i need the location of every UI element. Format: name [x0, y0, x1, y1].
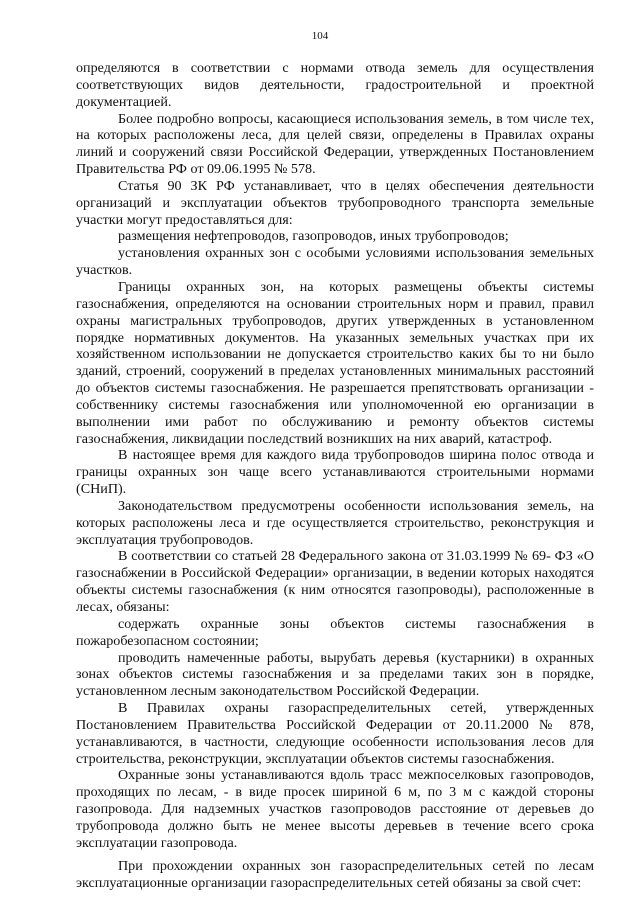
paragraph-9: В соответствии со статьей 28 Федерального закона от 31.03.1999 № 69- ФЗ «О газоснабжении в Российской Федерации» организации, в ведении которых находятся объекты системы газоснабжения (к ним относятся газопроводы), расположенные в лесах, обязаны:	[76, 548, 594, 615]
paragraph-13: Охранные зоны устанавливаются вдоль трасс межпоселковых газопроводов, проходящих по лесам, - в виде просек шириной 6 м, по 3 м с каждой стороны газопровода. Для надземных участков газопроводов расстояние от деревьев до трубопровода должно быть не менее высоты деревьев в течение всего срока эксплуатации газопровода.	[76, 767, 594, 851]
paragraph-5: установления охранных зон с особыми условиями использования земельных участков.	[76, 245, 594, 279]
paragraph-6: Границы охранных зон, на которых размещены объекты системы газоснабжения, определяются на основании строительных норм и правил, правил охраны магистральных трубопроводов, других утвержденных в установленном порядке нормативных документов. На указанных земельных участках при их хозяйственном использовании не допускается строительство каких бы то ни было зданий, строений, сооружений в пределах установленных минимальных расстояний до объектов системы газоснабжения. Не разрешается препятствовать организации - собственнику системы газоснабжения или уполномоченной ею организации в выполнении ими работ по обслуживанию и ремонту объектов системы газоснабжения, ликвидации последствий возникших на них аварий, катастроф.	[76, 278, 594, 447]
document-body	[76, 60, 594, 891]
paragraph-8: Законодательством предусмотрены особенности использования земель, на которых расположены леса и где осуществляется строительство, реконструкция и эксплуатация трубопроводов.	[76, 497, 594, 548]
paragraph-2: Более подробно вопросы, касающиеся использования земель, в том числе тех, на которых расположены леса, для целей связи, определены в Правилах охраны линий и сооружений связи Российской Федерации, утвержденных Постановлением Правительства РФ от 09.06.1995 № 578.	[76, 110, 594, 178]
paragraph-7: В настоящее время для каждого вида трубопроводов ширина полос отвода и границы охранных зон чаще всего устанавливаются строительными нормами (СНиП).	[76, 447, 594, 498]
paragraph-11: проводить намеченные работы, вырубать деревья (кустарники) в охранных зонах объектов системы газоснабжения и за пределами таких зон в порядке, установленном лесным законодательством Российской Федерации.	[76, 649, 594, 700]
paragraph-1: определяются в соответствии с нормами отвода земель для осуществления соответствующих видов деятельности, градостроительной и проектной документацией.	[76, 60, 594, 110]
paragraph-3: Статья 90 ЗК РФ устанавливает, что в целях обеспечения деятельности организаций и эксплуатации объектов трубопроводного транспорта земельные участки могут предоставляться для:	[76, 177, 594, 228]
paragraph-10: содержать охранные зоны объектов системы газоснабжения в пожаробезопасном состоянии;	[76, 615, 594, 649]
paragraph-4: размещения нефтепроводов, газопроводов, иных трубопроводов;	[118, 228, 509, 245]
paragraph-14: При прохождении охранных зон газораспределительных сетей по лесам эксплуатационные организации газораспределительных сетей обязаны за свой счет:	[76, 857, 594, 891]
paragraph-12: В Правилах охраны газораспределительных сетей, утвержденных Постановлением Правительства Российской Федерации от 20.11.2000 № 878, устанавливаются, в частности, следующие особенности использования лесов для строительства, реконструкции, эксплуатации объектов системы газоснабжения.	[76, 700, 594, 767]
page-number: 104	[311, 30, 329, 42]
